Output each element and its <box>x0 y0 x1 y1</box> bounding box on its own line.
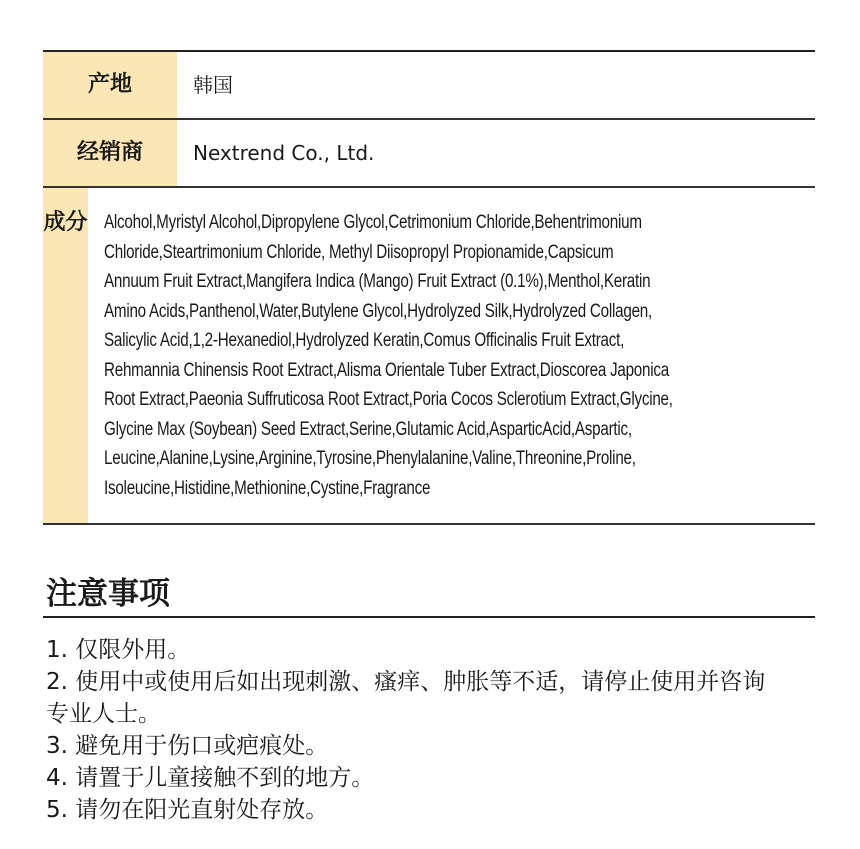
row-ingredients <box>43 188 815 525</box>
product-info-table <box>43 50 815 525</box>
notice-item: 2. 使用中或使用后如出现刺激、瘙痒、肿胀等不适，请停止使用并咨询 <box>46 669 766 695</box>
notice-item-continuation: 专业人士。 <box>46 701 161 727</box>
origin-value: 韩国 <box>193 73 233 97</box>
notice-item: 5. 请勿在阳光直射处存放。 <box>46 797 329 823</box>
notice-item: 4. 请置于儿童接触不到的地方。 <box>46 765 375 791</box>
ingredient-line: Leucine,Alanine,Lysine,Arginine,Tyrosine,Phenylalanine,Valine,Threonine,Proline, <box>104 448 636 469</box>
ingredient-line: Annuum Fruit Extract,Mangifera Indica (Mango) Fruit Extract (0.1%),Menthol,Keratin <box>104 271 651 292</box>
notice-item: 1. 仅限外用。 <box>46 637 191 663</box>
distributor-value: Nextrend Co., Ltd. <box>193 141 375 165</box>
ingredient-line: Rehmannia Chinensis Root Extract,Alisma Orientale Tuber Extract,Dioscorea Japonica <box>104 359 670 381</box>
ingredient-line: Chloride,Steartrimonium Chloride, Methyl Diisopropyl Propionamide,Capsicum <box>104 241 614 263</box>
origin-label: 产地 <box>43 52 177 118</box>
row-origin <box>43 52 815 120</box>
ingredient-line: Isoleucine,Histidine,Methionine,Cystine,Fragrance <box>104 477 431 499</box>
notice-list <box>46 634 765 826</box>
ingredients-value <box>88 188 815 523</box>
distributor-label: 经销商 <box>43 120 177 186</box>
ingredients-label: 成分 <box>43 188 88 523</box>
ingredient-line: Glycine Max (Soybean) Seed Extract,Serine,Glutamic Acid,AsparticAcid,Aspartic, <box>104 418 632 440</box>
ingredient-line: Amino Acids,Panthenol,Water,Butylene Glycol,Hydrolyzed Silk,Hydrolyzed Collagen, <box>104 300 653 322</box>
notice-item: 3. 避免用于伤口或疤痕处。 <box>46 733 329 759</box>
row-distributor <box>43 120 815 188</box>
ingredient-line: Root Extract,Paeonia Suffruticosa Root Extract,Poria Cocos Sclerotium Extract,Glycine, <box>104 389 673 410</box>
notice-divider <box>43 616 815 618</box>
ingredient-line: Salicylic Acid,1,2-Hexanediol,Hydrolyzed Keratin,Comus Officinalis Fruit Extract, <box>104 330 625 351</box>
ingredient-line: Alcohol,Myristyl Alcohol,Dipropylene Glycol,Cetrimonium Chloride,Behentrimonium <box>104 212 642 233</box>
notice-title: 注意事项 <box>46 576 170 612</box>
